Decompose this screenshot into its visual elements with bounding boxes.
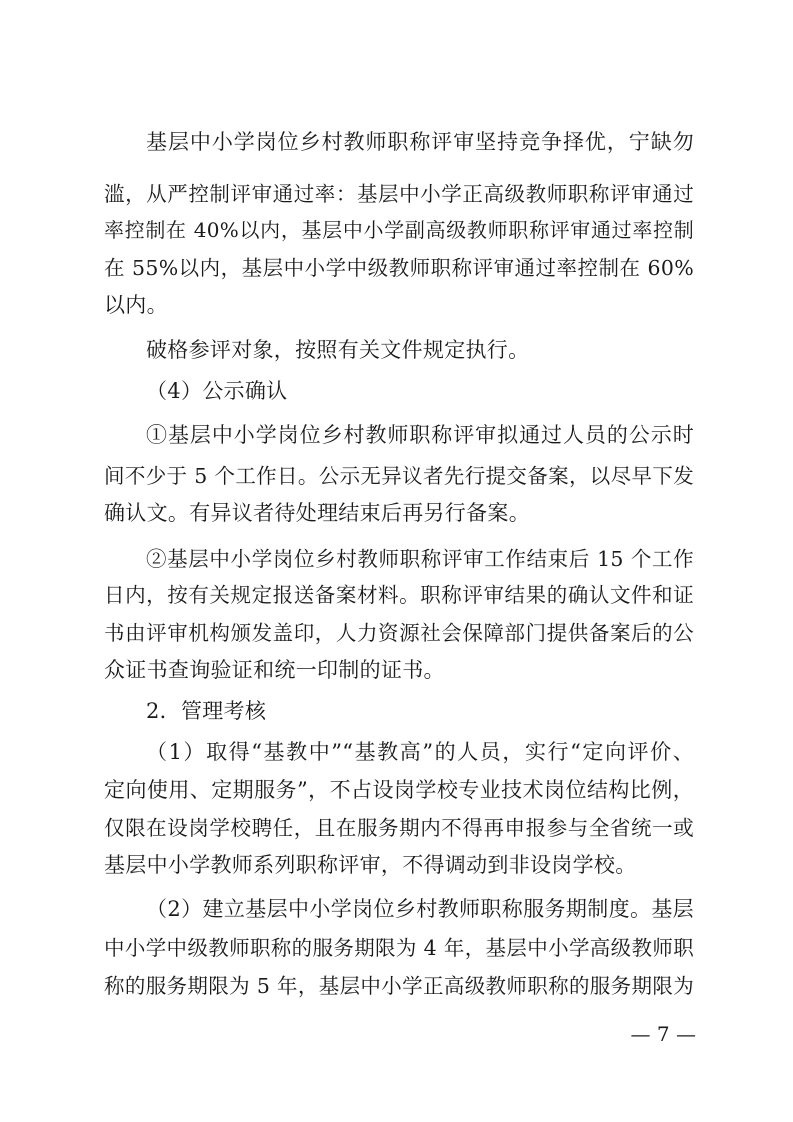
text-line: 滥，从严控制评审通过率：基层中小学正高级教师职称评审通过 xyxy=(104,182,694,206)
text-line: 中小学中级教师职称的服务期限为 4 年，基层中小学高级教师职 xyxy=(104,936,694,960)
text-line: （2）建立基层中小学岗位乡村教师职称服务期制度。基层 xyxy=(146,897,694,921)
page-number: — 7 — xyxy=(630,1022,696,1046)
text-line: ②基层中小学岗位乡村教师职称评审工作结束后 15 个工作 xyxy=(146,547,694,571)
text-line: 称的服务期限为 5 年，基层中小学正高级教师职称的服务期限为 xyxy=(104,974,694,998)
text-line: 仅限在设岗学校聘任，且在服务期内不得再申报参与全省统一或 xyxy=(104,816,694,840)
text-line: 书由评审机构颁发盖印，人力资源社会保障部门提供备案后的公 xyxy=(104,621,694,645)
text-line: 基层中小学岗位乡村教师职称评审坚持竞争择优，宁缺勿 xyxy=(146,130,694,154)
text-line: 率控制在 40%以内，基层中小学副高级教师职称评审通过率控制 xyxy=(104,218,694,242)
text-line: 间不少于 5 个工作日。公示无异议者先行提交备案，以尽早下发 xyxy=(104,464,694,488)
section-heading: 2．管理考核 xyxy=(146,699,267,723)
text-line: （1）取得“基教中”“基教高”的人员，实行“定向评价、 xyxy=(146,740,694,764)
text-line: 破格参评对象，按照有关文件规定执行。 xyxy=(146,338,530,362)
text-line: 以内。 xyxy=(104,293,168,317)
text-line: 定向使用、定期服务”，不占设岗学校专业技术岗位结构比例， xyxy=(104,778,694,802)
text-line: 确认文。有异议者待处理结束后再另行备案。 xyxy=(104,501,530,525)
section-heading: （4）公示确认 xyxy=(146,379,288,403)
text-line: 基层中小学教师系列职称评审，不得调动到非设岗学校。 xyxy=(104,853,637,877)
text-line: 在 55%以内，基层中小学中级教师职称评审通过率控制在 60% xyxy=(104,256,694,280)
text-line: 日内，按有关规定报送备案材料。职称评审结果的确认文件和证 xyxy=(104,583,694,607)
text-line: ①基层中小学岗位乡村教师职称评审拟通过人员的公示时 xyxy=(146,423,694,447)
text-line: 众证书查询验证和统一印制的证书。 xyxy=(104,658,445,682)
